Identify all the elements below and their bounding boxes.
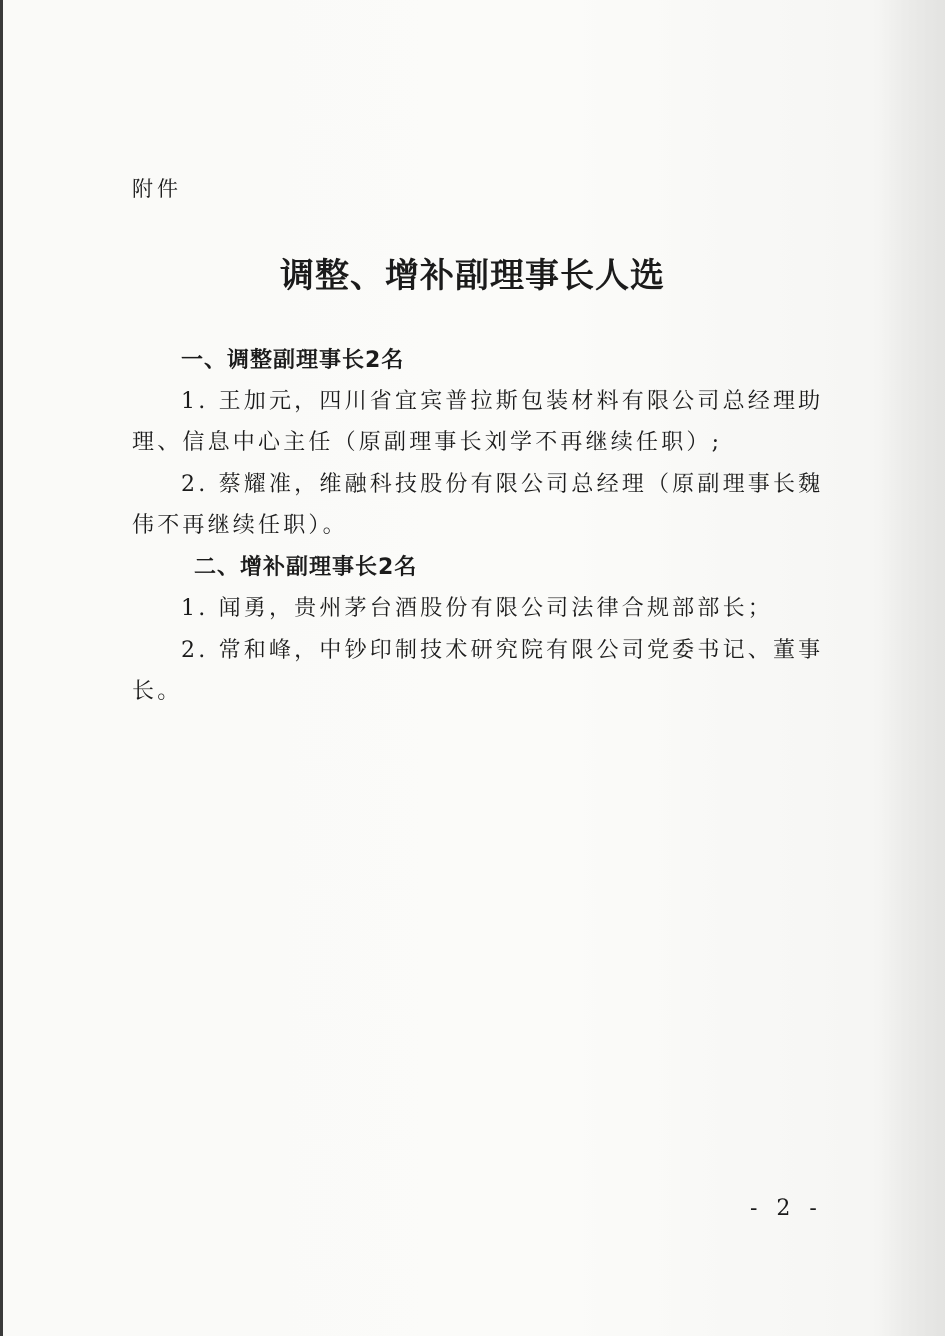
list-item-line: 长。 [132,679,183,704]
section-heading-add: 二、增补副理事长2名 [194,555,418,580]
scan-edge-left [0,0,3,1336]
section-heading-adjust: 一、调整副理事长2名 [181,348,405,373]
attachment-label: 附件 [132,177,182,201]
list-item-line: 理、信息中心主任（原副理事长刘学不再继续任职）; [132,430,723,455]
list-item-line: 2. 常和峰，中钞印制技术研究院有限公司党委书记、董事 [181,638,824,663]
list-item-line: 伟不再继续任职）。 [132,513,348,538]
scan-edge-right [879,0,945,1336]
list-item-line: 1. 闻勇，贵州茅台酒股份有限公司法律合规部部长； [181,596,773,621]
page-number: - 2 - [750,1196,823,1221]
document-title: 调整、增补副理事长人选 [280,256,665,296]
list-item-line: 1. 王加元，四川省宜宾普拉斯包装材料有限公司总经理助 [181,389,824,414]
list-item-line: 2. 蔡耀准，维融科技股份有限公司总经理（原副理事长魏 [181,472,824,497]
